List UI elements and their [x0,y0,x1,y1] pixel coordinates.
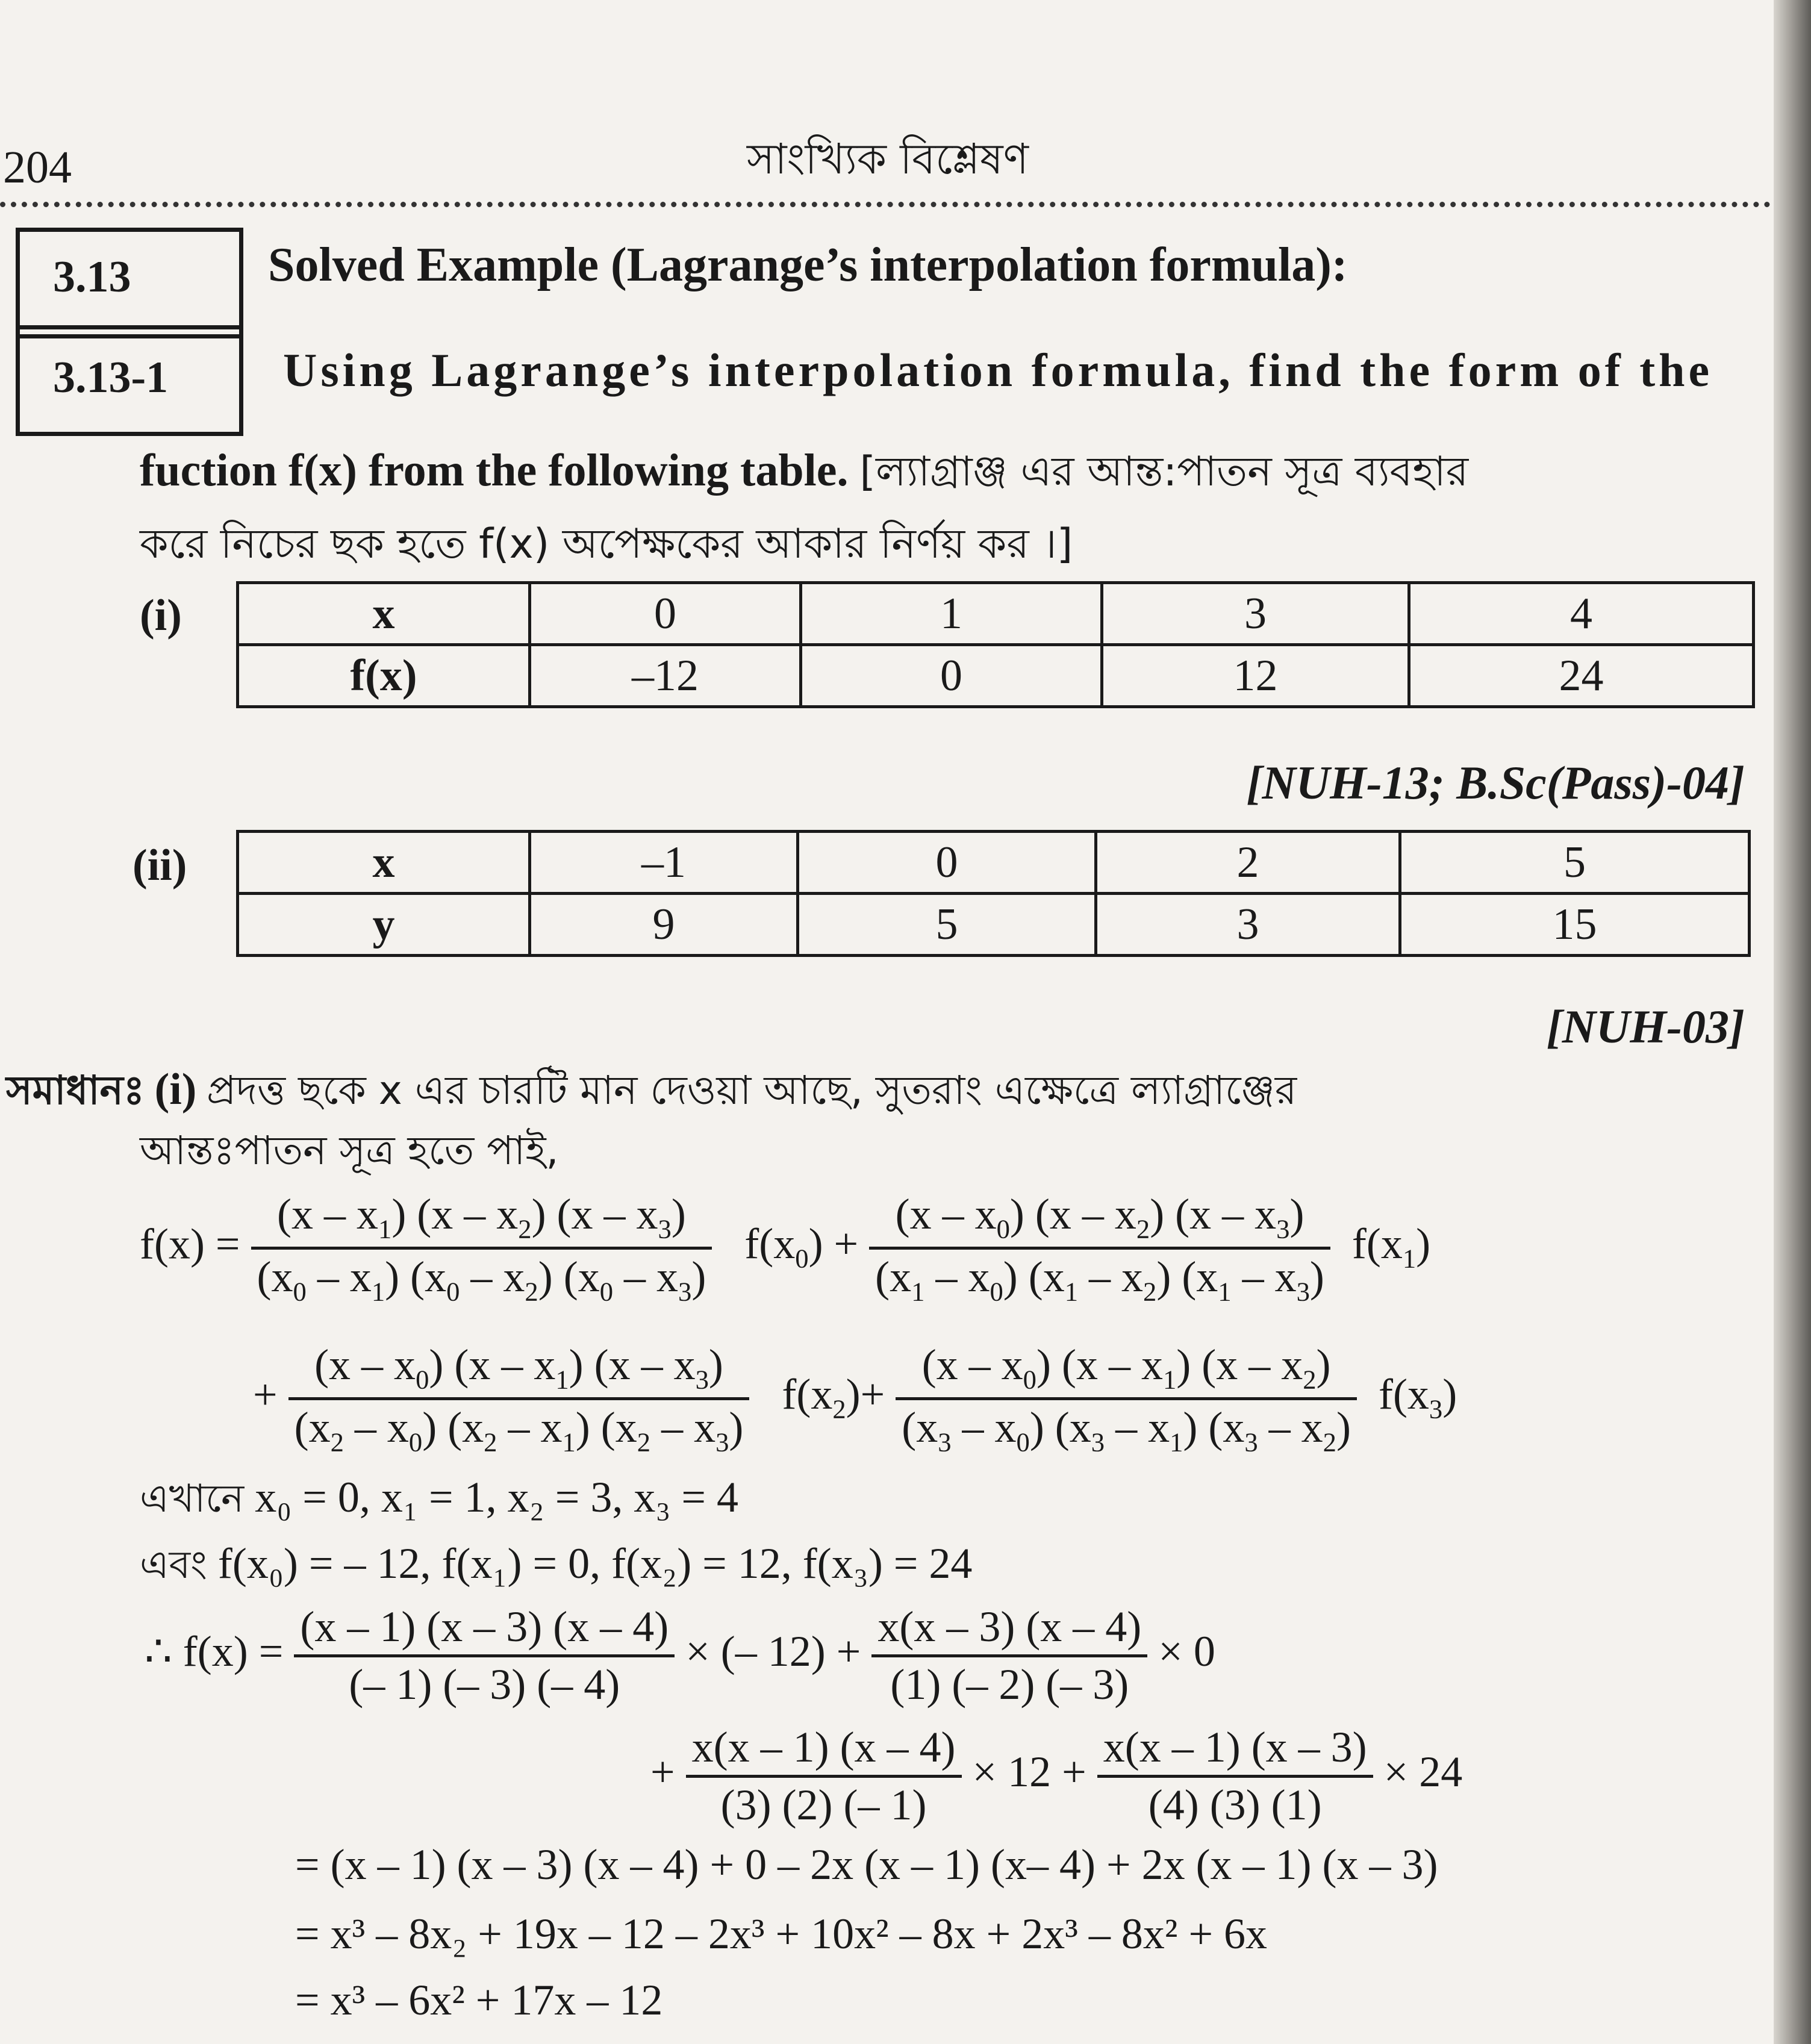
section-number: 3.13 [53,252,131,302]
table-row [238,832,1750,894]
solution-part: (i) [154,1065,197,1114]
table-cell: 3 [1102,583,1409,645]
solution-text-2: আন্তঃপাতন সূত্র হতে পাই, [140,1127,559,1174]
and-label: এবং [140,1543,207,1588]
question-bn-part2: করে নিচের ছক হতে f(x) অপেক্ষকের আকার নির্ণয় কর ।] [140,520,1073,568]
table-cell: x [238,832,530,894]
question-line-2 [140,440,1468,508]
simplify-step-1: = (x – 1) (x – 3) (x – 4) + 0 – 2x (x – 1) (x– 4) + 2x (x – 1) (x – 3) [295,1840,1438,1889]
table-cell: 9 [530,894,798,956]
table1-label: (i) [140,591,182,640]
page-number: 204 [3,142,72,193]
table-cell: –1 [530,832,798,894]
given-x-values [140,1469,738,1534]
sub-den-2: (3) (2) (– 1) [720,1781,927,1829]
f-values: f(x₀) = – 12, f(x₁) = 0, f(x₂) = 12, f(x₃) = 24 [217,1539,973,1588]
running-title: সাংখ্যিক বিশ্লেষণ [747,134,1029,184]
here-label: এখানে [140,1477,245,1521]
formula-term-0: $\frac{(x - x_1) (x - x_2) (x - x_3)}{(x_0 - x_1) (x_0 - x_2) (x_0 - x_3)}$ [251,1189,712,1307]
question-line-2-en: fuction f(x) from the following table. [140,445,849,496]
table-cell: 5 [798,894,1096,956]
table-cell: y [238,894,530,956]
question-bn-part1: [ল্যাগ্রাঞ্জ এর আন্ত:পাতন সূত্র ব্যবহার [859,448,1469,496]
sub-den-0: (– 1) (– 3) (– 4) [349,1660,620,1709]
sub-mul-0: × (– 12) + [685,1627,861,1676]
table1-reference: [NUH-13; B.Sc(Pass)-04] [1246,756,1745,809]
table-cell: f(x) [238,645,530,707]
lagrange-formula-line-2: + $\frac{(x - x_0) (x - x_1) (x - x_3)}{(x_2 - x_0) (x_2 - x_1) (x_2 - x_3)}$ $f(x_2)+$ $\frac{(x - x_0) (x - x_1) (x - x_2)}{(x_3 - x_0) (x_3 - x_1) (x_3 - x_2)}$ $f(x_3)$ [253,1341,1457,1457]
sub-num-3: x(x – 1) (x – 3) [1097,1722,1373,1778]
table-cell: 0 [798,832,1096,894]
table-cell: –12 [530,645,801,707]
table-1 [236,581,1755,708]
table-cell: 4 [1409,583,1754,645]
sub-term-3 [1097,1722,1373,1830]
table-cell: 1 [801,583,1102,645]
table-cell: 24 [1409,645,1754,707]
sub-den-3: (4) (3) (1) [1148,1781,1322,1829]
formula-term-1: $\frac{(x - x_0) (x - x_2) (x - x_3)}{(x_1 - x_0) (x_1 - x_2) (x_1 - x_3)}$ [869,1189,1330,1307]
x-values: x₀ = 0, x₁ = 1, x₂ = 3, x₃ = 4 [255,1473,739,1521]
simplify-step-3: = x³ – 6x² + 17x – 12 [295,1976,663,2024]
solution-label: সমাধানঃ [6,1067,145,1114]
formula-term-2: $\frac{(x - x_0) (x - x_1) (x - x_3)}{(x_2 - x_0) (x_2 - x_1) (x_2 - x_3)}$ [288,1340,750,1458]
sub-num-1: x(x – 3) (x – 4) [871,1602,1147,1657]
table-row [238,894,1750,956]
sub-term-2 [686,1722,962,1830]
sub-term-0 [294,1602,675,1710]
table2-label: (ii) [132,841,187,890]
sub-mul-1: × 0 [1158,1627,1215,1676]
sub-mul-2: × 12 + [972,1748,1086,1796]
simplify-step-2: = x³ – 8x₂ + 19x – 12 – 2x³ + 10x² – 8x + 2x³ – 8x² + 6x [295,1910,1268,1958]
table-row [238,645,1754,707]
sub-term-1 [871,1602,1147,1710]
page-edge-shadow [1774,0,1811,2044]
substitution-line-2: + $\frac{x(x - 1) (x - 4)}{(3) (2) (- 1)}$ × 12 + $\frac{x(x - 1) (x - 3)}{(4) (3) (1)}$ × 24 [650,1723,1463,1829]
lagrange-formula-line-1: f(x) = $\frac{(x - x_1) (x - x_2) (x - x_3)}{(x_0 - x_1) (x_0 - x_2) (x_0 - x_3)}$ $f(x_0)$ + $\frac{(x - x_0) (x - x_2) (x - x_3)}{(x_1 - x_0) (x_1 - x_2) (x_1 - x_3)}$ $f(x_1)$ [140,1190,1431,1307]
table-cell: 5 [1400,832,1750,894]
table-cell: 0 [530,583,801,645]
example-number: 3.13-1 [53,353,169,402]
given-f-values [140,1536,972,1600]
table-row [238,583,1754,645]
table-2 [236,830,1751,957]
therefore-lhs: ∴ f(x) = [145,1627,284,1676]
section-title: Solved Example (Lagrange’s interpolation formula): [268,238,1348,291]
sub-num-0: (x – 1) (x – 3) (x – 4) [294,1602,675,1657]
solution-text-1: প্রদত্ত ছকে x এর চারটি মান দেওয়া আছে, সুতরাং এক্ষেত্রে ল্যাগ্রাঞ্জের [206,1067,1297,1114]
sub-den-1: (1) (– 2) (– 3) [890,1660,1129,1709]
sub-mul-3: × 24 [1383,1748,1463,1796]
formula-term-3: $\frac{(x - x_0) (x - x_1) (x - x_2)}{(x_3 - x_0) (x_3 - x_1) (x_3 - x_2)}$ [896,1340,1357,1458]
table-cell: 2 [1096,832,1400,894]
table-cell: 0 [801,645,1102,707]
sub-num-2: x(x – 1) (x – 4) [686,1722,962,1778]
table-cell: 3 [1096,894,1400,956]
table-cell: x [238,583,530,645]
question-line-1: Using Lagrange’s interpolation formula, find the form of the [283,344,1713,396]
table2-reference: [NUH-03] [1546,1000,1745,1053]
table-cell: 12 [1102,645,1409,707]
substitution-line-1 [145,1602,1215,1710]
header-divider [0,202,1771,207]
table-cell: 15 [1400,894,1750,956]
solution-line-1 [6,1060,1297,1126]
